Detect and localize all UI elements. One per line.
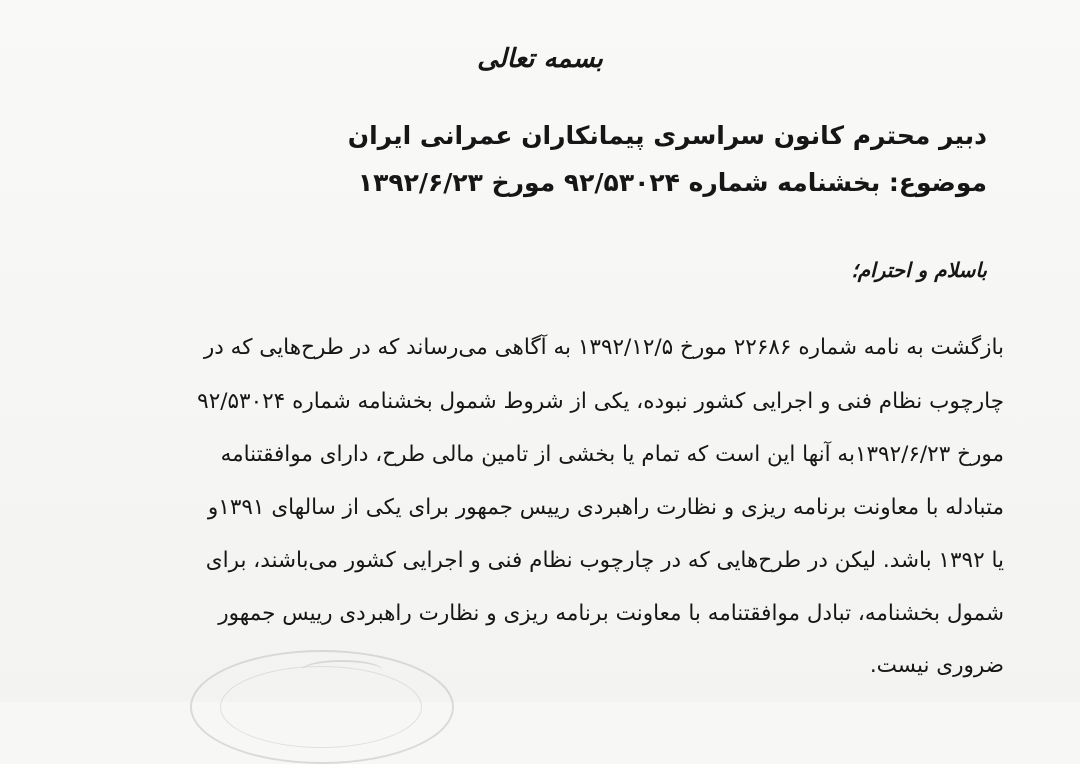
body-line-7: ضروری نیست. — [869, 653, 1004, 678]
faded-stamp-seal — [190, 650, 454, 764]
bismillah-heading: بسمه تعالی — [477, 44, 603, 74]
body-line-2: چارچوب نظام فنی و اجرایی کشور نبوده، یکی از شروط شمول بخشنامه شماره ۹۲/۵۳۰۲۴ — [197, 389, 1004, 414]
body-line-3: مورخ ۱۳۹۲/۶/۲۳به آنها این است که تمام یا بخشی از تامین مالی طرح، دارای موافقتنامه — [220, 442, 1004, 467]
body-line-6: شمول بخشنامه، تبادل موافقتنامه با معاونت برنامه ریزی و نظارت راهبردی رییس جمهور — [218, 601, 1004, 626]
greeting-line: باسلام و احترام؛ — [851, 258, 987, 282]
body-line-5: یا ۱۳۹۲ باشد. لیکن در طرح‌هایی که در چارچوب نظام فنی و اجرایی کشور می‌باشند، برای — [205, 548, 1004, 573]
stamp-mark — [302, 660, 382, 680]
addressee-line: دبیر محترم کانون سراسری پیمانکاران عمرانی ایران — [347, 121, 987, 150]
subject-line: موضوع: بخشنامه شماره ۹۲/۵۳۰۲۴ مورخ ۱۳۹۲/۶/۲۳ — [357, 168, 987, 197]
body-line-1: بازگشت به نامه شماره ۲۲۶۸۶ مورخ ۱۳۹۲/۱۲/۵ به آگاهی می‌رساند که در طرح‌هایی که در — [203, 335, 1004, 360]
body-line-4: متبادله با معاونت برنامه ریزی و نظارت راهبردی رییس جمهور برای یکی از سالهای ۱۳۹۱و — [207, 495, 1004, 520]
